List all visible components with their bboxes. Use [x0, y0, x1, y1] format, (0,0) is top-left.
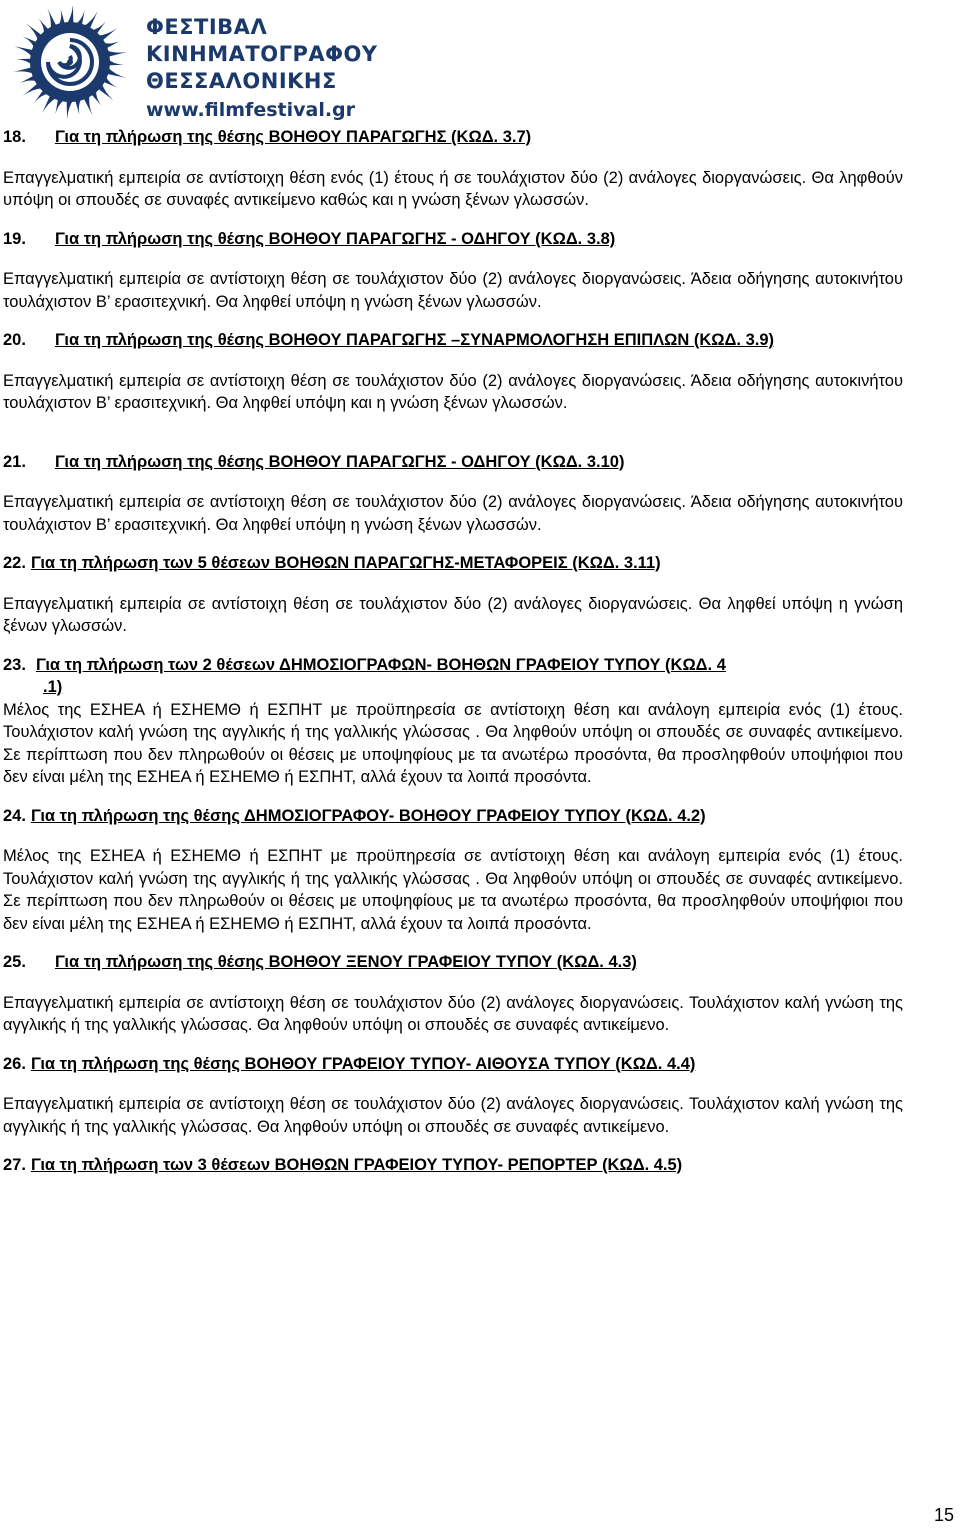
section-body: Επαγγελματική εμπειρία σε αντίστοιχη θέση ενός (1) έτους ή σε τουλάχιστον δύο (2) ανάλογες διοργανώσεις. Θα ληφθούν υπόψη οι σπουδές σε συναφές αντικείμενο καθώς και η γνώση ξένων γλωσσών. — [3, 168, 903, 209]
section-heading — [3, 1154, 903, 1177]
festival-logo — [8, 6, 388, 121]
section-body: Επαγγελματική εμπειρία σε αντίστοιχη θέση σε τουλάχιστον δύο (2) ανάλογες διοργανώσεις. Θα ληφθεί υπόψη η γνώση ξένων γλωσσών. — [3, 594, 903, 635]
section-heading — [3, 329, 903, 352]
section-body: Επαγγελματική εμπειρία σε αντίστοιχη θέση σε τουλάχιστον δύο (2) ανάλογες διοργανώσεις. Άδεια οδήγησης αυτοκινήτου τουλάχιστον Β’ ερασιτεχνική. Θα ληφθεί υπόψη η γνώση ξένων γλωσσών. — [3, 493, 903, 534]
section-number: 22. — [3, 554, 26, 572]
section-26 — [3, 1053, 903, 1139]
section-title: Για τη πλήρωση της θέσης ΒΟΗΘΟΥ ΠΑΡΑΓΩΓΗΣ (ΚΩΔ. 3.7) — [55, 128, 532, 146]
section-number: 24. — [3, 806, 26, 825]
logo-url: www.filmfestival.gr — [146, 99, 356, 121]
sun-ray — [16, 59, 32, 66]
section-24 — [3, 805, 903, 936]
section-title: Για τη πλήρωση της θέσης ΒΟΗΘΟΥ ΠΑΡΑΓΩΓΗΣ - ΟΔΗΓΟΥ (ΚΩΔ. 3.8) — [55, 229, 616, 248]
section-heading — [3, 126, 903, 149]
section-number: 21. — [3, 452, 26, 471]
section-21 — [3, 451, 903, 537]
section-title: Για τη πλήρωση της θέσης ΒΟΗΘΟΥ ΠΑΡΑΓΩΓΗΣ –ΣΥΝΑΡΜΟΛΟΓΗΣΗ ΕΠΙΠΛΩΝ (ΚΩΔ. 3.9) — [55, 331, 774, 349]
section-20 — [3, 329, 903, 415]
page-number: 15 — [933, 1505, 954, 1525]
sun-ray — [67, 6, 74, 24]
section-heading — [3, 951, 903, 974]
section-number: 19. — [3, 229, 26, 248]
section-body: Επαγγελματική εμπειρία σε αντίστοιχη θέση σε τουλάχιστον δύο (2) ανάλογες διοργανώσεις. Τουλάχιστον καλή γνώση της αγγλικής ή της γαλλικής γλώσσας. Θα ληφθούν υπόψη οι σπουδές σε συναφές αντικείμενο. — [3, 1095, 903, 1136]
section-19 — [3, 228, 903, 314]
section-body: Επαγγελματική εμπειρία σε αντίστοιχη θέση σε τουλάχιστον δύο (2) ανάλογες διοργανώσεις. Άδεια οδήγησης αυτοκινήτου τουλάχιστον Β’ ερασιτεχνική. Θα ληφθεί υπόψη και η γνώση ξένων γλωσσών. — [3, 371, 903, 412]
spiral-sun-emblem-icon — [8, 6, 136, 118]
section-title: Για τη πλήρωση της θέσης ΔΗΜΟΣΙΟΓΡΑΦΟΥ- ΒΟΗΘΟΥ ΓΡΑΦΕΙΟΥ ΤΥΠΟΥ (ΚΩΔ. 4.2) — [30, 806, 706, 825]
section-25 — [3, 951, 903, 1037]
section-heading — [3, 805, 903, 828]
section-27 — [3, 1154, 903, 1177]
section-title: Για τη πλήρωση της θέσης ΒΟΗΘΟΥ ΠΑΡΑΓΩΓΗΣ - ΟΔΗΓΟΥ (ΚΩΔ. 3.10) — [55, 452, 625, 471]
logo-line: ΘΕΣΣΑΛΟΝΙΚΗΣ — [146, 69, 337, 93]
section-body: Μέλος της ΕΣΗΕΑ ή ΕΣΗΕΜΘ ή ΕΣΠΗΤ με προϋπηρεσία σε αντίστοιχη θέση και ανάλογη εμπειρία ενός (1) έτους. Τουλάχιστον καλή γνώση της αγγλικής ή της γαλλικής γλώσσας . Θα ληφθούν υπόψη οι σπουδές σε συναφές αντικείμενο. Σε περίπτωση που δεν πληρωθούν οι θέσεις με υποψηφίους με τα ανωτέρω προσόντα, θα προσληφθούν υποψήφιοι που δεν είναι μέλη της ΕΣΗΕΑ ή ΕΣΗΕΜΘ ή ΕΣΠΗΤ, αλλά έχουν τα λοιπά προσόντα. — [3, 847, 903, 933]
section-number: 20. — [3, 331, 26, 349]
sun-ray — [108, 59, 124, 66]
sun-ray — [67, 100, 74, 118]
section-body: Επαγγελματική εμπειρία σε αντίστοιχη θέση σε τουλάχιστον δύο (2) ανάλογες διοργανώσεις. Τουλάχιστον καλή γνώση της αγγλικής ή της γαλλικής γλώσσας. Θα ληφθούν υπόψη οι σπουδές σε συναφές αντικείμενο. — [3, 993, 903, 1034]
document-body — [3, 126, 903, 1177]
section-18 — [3, 126, 903, 212]
section-number: 18. — [3, 128, 26, 146]
section-heading — [3, 1053, 903, 1076]
logo-line: ΚΙΝΗΜΑΤΟΓΡΑΦΟΥ — [146, 42, 378, 66]
section-body: Μέλος της ΕΣΗΕΑ ή ΕΣΗΕΜΘ ή ΕΣΠΗΤ με προϋπηρεσία σε αντίστοιχη θέση και ανάλογη εμπειρία ενός (1) έτους. Τουλάχιστον καλή γνώση της αγγλικής ή της γαλλικής γλώσσας . Θα ληφθούν υπόψη οι σπουδές σε συναφές αντικείμενο. Σε περίπτωση που δεν πληρωθούν οι θέσεις με υποψηφίους με τα ανωτέρω προσόντα, θα προσληφθούν υποψήφιοι που δεν είναι μέλη της ΕΣΗΕΑ ή ΕΣΗΕΜΘ ή ΕΣΠΗΤ, αλλά έχουν τα λοιπά προσόντα. — [3, 700, 903, 786]
section-heading — [3, 451, 903, 474]
section-title: Για τη πλήρωση των 5 θέσεων ΒΟΗΘΩΝ ΠΑΡΑΓΩΓΗΣ-ΜΕΤΑΦΟΡΕΙΣ (ΚΩΔ. 3.11) — [30, 554, 661, 572]
section-heading — [3, 654, 903, 699]
section-title: Για τη πλήρωση της θέσης ΒΟΗΘΟΥ ΞΕΝΟΥ ΓΡΑΦΕΙΟΥ ΤΥΠΟΥ (ΚΩΔ. 4.3) — [55, 953, 637, 971]
section-title: Για τη πλήρωση των 3 θέσεων ΒΟΗΘΩΝ ΓΡΑΦΕΙΟΥ ΤΥΠΟΥ- ΡΕΠΟΡΤΕΡ (ΚΩΔ. 4.5) — [30, 1156, 683, 1174]
section-22 — [3, 552, 903, 638]
section-body: Επαγγελματική εμπειρία σε αντίστοιχη θέση σε τουλάχιστον δύο (2) ανάλογες διοργανώσεις. Άδεια οδήγησης αυτοκινήτου τουλάχιστον Β’ ερασιτεχνική. Θα ληφθεί υπόψη η γνώση ξένων γλωσσών. — [3, 270, 903, 311]
logo-line: ΦΕΣΤΙΒΑΛ — [146, 15, 268, 39]
section-number: 23. — [3, 655, 26, 674]
section-heading — [3, 552, 903, 575]
section-title-continuation: .1) — [43, 678, 63, 696]
section-23 — [3, 654, 903, 789]
section-heading — [3, 228, 903, 251]
section-title: Για τη πλήρωση της θέσης ΒΟΗΘΟΥ ΓΡΑΦΕΙΟΥ ΤΥΠΟΥ- ΑΙΘΟΥΣΑ ΤΥΠΟΥ (ΚΩΔ. 4.4) — [30, 1054, 696, 1073]
logo-wordmark — [146, 14, 378, 123]
section-number: 27. — [3, 1156, 26, 1174]
section-number: 25. — [3, 953, 26, 971]
section-number: 26. — [3, 1054, 26, 1073]
section-title: Για τη πλήρωση των 2 θέσεων ΔΗΜΟΣΙΟΓΡΑΦΩΝ- ΒΟΗΘΩΝ ΓΡΑΦΕΙΟΥ ΤΥΠΟΥ (ΚΩΔ. 4 — [35, 655, 726, 674]
